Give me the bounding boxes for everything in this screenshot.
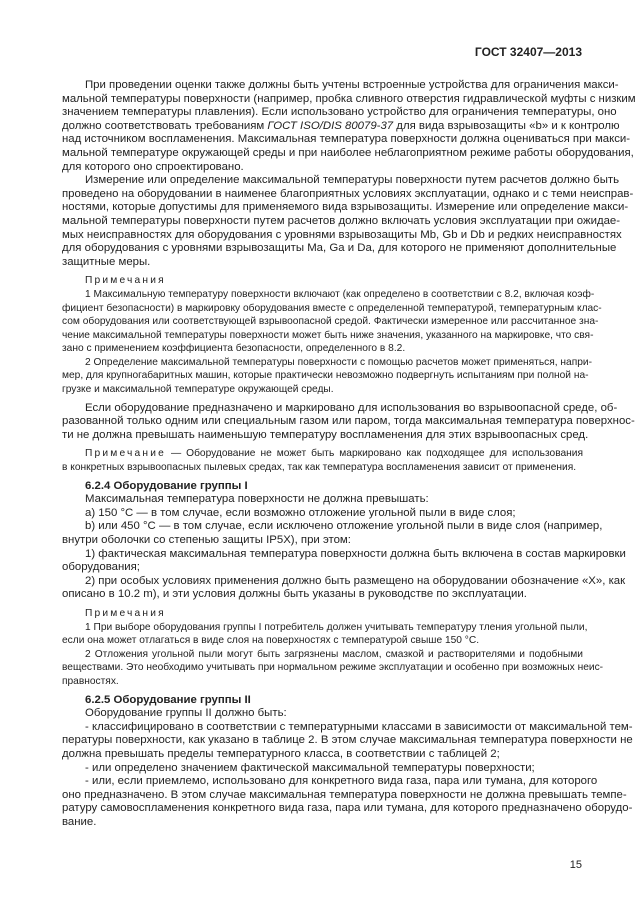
- text-line: пературы поверхности, как указано в таблице 2. В этом случае максимальная температура поверхности не: [62, 734, 633, 747]
- text-line: мер, для крупногабаритных машин, которые практически невозможно подвергнуть испытаниям при полной на-: [62, 370, 589, 382]
- page-number: 15: [569, 859, 582, 871]
- text-line: Оборудование группы II должно быть:: [85, 707, 287, 720]
- text-line: чение максимальной температуры поверхности может быть ниже значения, указанного на маркировке, что свя-: [62, 329, 594, 341]
- note-text: — Оборудование не может быть маркировано как подходящее для использования: [165, 448, 583, 460]
- text-line: - классифицировано в соответствии с температурными классами в зависимости от максимальной тем-: [85, 720, 633, 733]
- text-line: фициент безопасности) в маркировку оборудования вместе с определенной температурой, температурным клас-: [62, 302, 602, 314]
- paragraph: [62, 574, 626, 602]
- text-line: При проведении оценки также должны быть учтены встроенные устройства для ограничения макси-: [85, 79, 619, 91]
- text-line: b) или 450 °С — в том случае, если исключено отложение угольной пыли в виде слоя (например,: [85, 520, 603, 533]
- page-body: [62, 79, 636, 834]
- document-id-header: ГОСТ 32407—2013: [474, 45, 582, 59]
- notes-title-text: Примечания: [85, 275, 166, 287]
- paragraph: [62, 79, 636, 174]
- text-line: 1 При выборе оборудования группы I потребитель должен учитывать температуру тления угольной пыли,: [85, 621, 588, 633]
- text-line: - или определено значением фактической максимальной температуры поверхности;: [85, 761, 535, 774]
- section-heading: 6.2.5 Оборудование группы II: [85, 693, 251, 706]
- note-paragraph: [62, 621, 588, 648]
- paragraph: [62, 707, 583, 721]
- text-line: ти не должна превышать наименьшую температуру воспламенения для этих взрывоопасных сред.: [62, 428, 589, 441]
- notes-title-text: Примечания: [85, 607, 166, 619]
- section-heading: 6.2.4 Оборудование группы I: [85, 479, 248, 492]
- text-line: веществами. Это необходимо учитывать при нормальном режиме эксплуатации и особенно при возможных неис-: [62, 662, 604, 674]
- note-paragraph: [62, 356, 592, 397]
- text-line: грузке и максимальной температуре окружающей среды.: [62, 384, 334, 396]
- text-line: должно соответствовать требованиям ГОСТ ISO/DIS 80079-37 для вида взрывозащиты «b» и к контролю: [62, 119, 620, 132]
- text-line: вание.: [62, 815, 97, 828]
- text-line: а) 150 °С — в том случае, если возможно отложение угольной пыли в виде слоя;: [85, 506, 516, 519]
- text-line: проведено на оборудовании в наименее благоприятных условиях эксплуатации, однако и с теми неисправ-: [62, 187, 634, 200]
- paragraph: [62, 775, 633, 829]
- paragraph: [62, 401, 635, 443]
- paragraph: [62, 507, 583, 521]
- paragraph: [62, 520, 603, 547]
- text-line: оно предназначено. В этом случае максимальная температура поверхности не должна превышать темпе-: [62, 788, 627, 801]
- text-line: если она может отлагаться в виде слоя на поверхностях с температурой свыше 150 °С.: [62, 635, 480, 647]
- text-line: внутри оболочки со степенью защиты IP5X), при этом:: [62, 534, 351, 546]
- text-line: значением температуры плавления). Если использовано устройство для ограничения температуры, оно: [62, 106, 617, 119]
- notes-title: [62, 607, 583, 621]
- text-line: зано с применением коэффициента безопасности, определенного в 8.2.: [62, 343, 406, 355]
- notes-title: [62, 274, 583, 288]
- text-line: Измерение или определение максимальной температуры поверхности путем расчетов должно быть: [85, 174, 620, 187]
- text-line: разованной только одним или специальным газом или паром, тогда максимальная температура поверхнос-: [62, 415, 635, 428]
- paragraph: [62, 493, 583, 507]
- text-line: 1 Максимальную температуру поверхности включают (как определено в соответствии с 8.2, включая коэф-: [85, 288, 595, 300]
- text-line: мальной температуре окружающей среды и при наиболее неблагоприятном режиме работы оборудования,: [62, 146, 634, 159]
- text-line: оборудования;: [62, 561, 140, 574]
- text-line: 2 Отложения угольной пыли могут быть загрязнены маслом, смазкой и растворителями и подобными: [85, 648, 583, 660]
- text-line: - или, если приемлемо, использовано для конкретного вида газа, пара или тумана, для которого: [85, 775, 598, 788]
- text-line: правностях.: [62, 675, 119, 687]
- text-line: 2 Определение максимальной температуры поверхности с помощью расчетов может применяться, напри-: [85, 356, 592, 368]
- text-line: над источником воспламенения. Максимальная температура поверхности должна оцениваться при макси-: [62, 133, 631, 146]
- text-line: должна превышать пределы температурного класса, в соответствии с таблицей 2;: [62, 747, 500, 760]
- text-line: Максимальная температура поверхности не должна превышать:: [85, 493, 429, 506]
- text-line: ратуру самовоспламенения конкретного вида газа, пара или тумана, для которого предназначено оборудо-: [62, 802, 633, 815]
- note-paragraph: [62, 648, 604, 689]
- text-line: мальной температуры поверхности (например, пробка сливного отверстия гидравлической муфты с низким: [62, 92, 636, 105]
- text-line: мых неисправностях для оборудования с уровнями взрывозащиты Mb, Gb и Db и редких неисправностях: [62, 228, 622, 241]
- note-paragraph: [62, 288, 602, 356]
- standard-reference: ГОСТ ISO/DIS 80079-37: [267, 119, 394, 132]
- note-label: Примечание: [85, 448, 166, 460]
- text-line: Если оборудование предназначено и маркировано для использования во взрывоопасной среде, об-: [85, 401, 618, 414]
- text-line: защитные меры.: [62, 255, 151, 268]
- text-line: в конкретных взрывоопасных пылевых средах, так как температура воспламенения зависит от применения.: [62, 462, 577, 474]
- text-line: 1) фактическая максимальная температура поверхности должна быть включена в состав маркировки: [85, 547, 626, 560]
- text-line: сом оборудования или соответствующей взрывоопасной средой. Фактически измеренное или рассчитанное зна-: [62, 316, 599, 328]
- text-line: мальной температуры поверхности путем расчетов должно включать условия эксплуатации при ожидае-: [62, 214, 621, 227]
- text-line: для оборудования с уровнями взрывозащиты Ma, Ga и Da, для которого не применяют дополнительные: [62, 242, 617, 255]
- paragraph: [62, 762, 583, 776]
- text-line: для которого оно спроектировано.: [62, 160, 244, 173]
- text-line: 2) при особых условиях применения должно быть размещено на оборудовании обозначение «Х», как: [85, 574, 626, 587]
- paragraph: [62, 720, 633, 762]
- paragraph: [62, 174, 634, 269]
- note-first-line: [62, 447, 583, 461]
- text-line: ностями, которые допустимы для применяемого вида взрывозащиты. Измерение или определение макси-: [62, 201, 629, 214]
- text-line: описано в 10.2 m), и эти условия должны быть указаны в руководстве по эксплуатации.: [62, 588, 527, 601]
- paragraph: [62, 547, 626, 575]
- note-paragraph: [62, 447, 583, 474]
